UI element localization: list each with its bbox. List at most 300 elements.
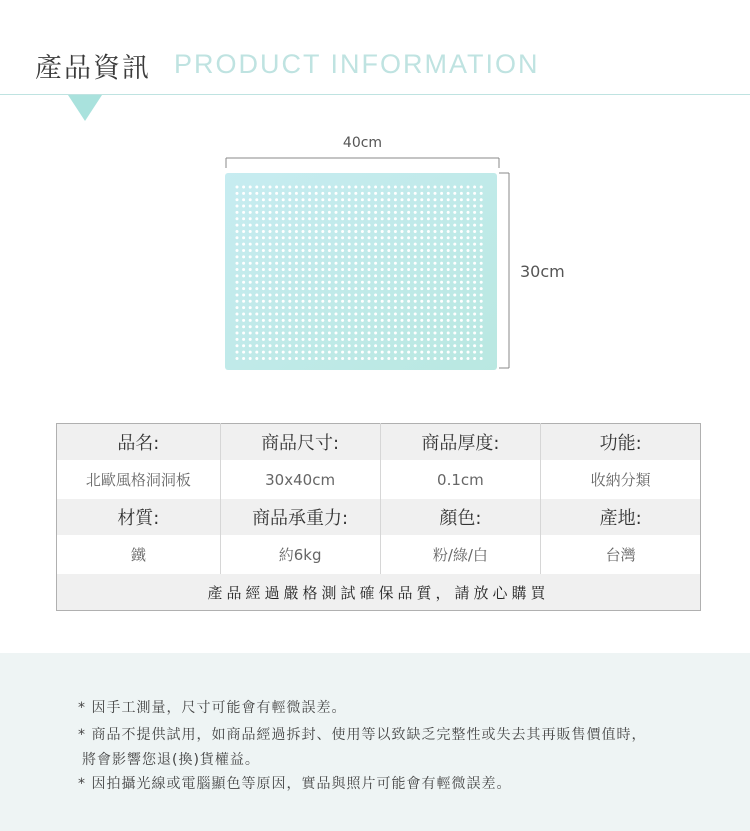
peg-hole	[341, 198, 344, 201]
spec-value-load: 約6kg	[220, 535, 380, 574]
peg-hole	[447, 268, 450, 271]
peg-hole	[341, 344, 344, 347]
peg-hole	[321, 287, 324, 290]
peg-hole	[447, 224, 450, 227]
peg-hole	[394, 249, 397, 252]
peg-hole	[394, 192, 397, 195]
peg-hole	[368, 313, 371, 316]
peg-hole	[374, 325, 377, 328]
peg-hole	[453, 243, 456, 246]
peg-hole	[427, 192, 430, 195]
peg-hole	[255, 344, 258, 347]
peg-hole	[434, 243, 437, 246]
peg-hole	[275, 249, 278, 252]
peg-hole	[236, 249, 239, 252]
peg-hole	[374, 230, 377, 233]
peg-hole	[460, 313, 463, 316]
peg-hole	[453, 281, 456, 284]
peg-hole	[348, 357, 351, 360]
peg-hole	[447, 287, 450, 290]
peg-hole	[381, 255, 384, 258]
peg-hole	[335, 319, 338, 322]
peg-hole	[335, 268, 338, 271]
peg-hole	[321, 268, 324, 271]
peg-hole	[335, 281, 338, 284]
width-dimension-label: 40cm	[342, 135, 383, 151]
peg-hole	[414, 306, 417, 309]
peg-hole	[420, 338, 423, 341]
peg-hole	[341, 255, 344, 258]
peg-hole	[374, 186, 377, 189]
peg-hole	[440, 255, 443, 258]
peg-hole	[341, 325, 344, 328]
peg-hole	[427, 268, 430, 271]
peg-hole	[414, 313, 417, 316]
peg-hole	[420, 205, 423, 208]
peg-hole	[295, 306, 298, 309]
peg-hole	[394, 211, 397, 214]
peg-hole	[335, 186, 338, 189]
peg-hole	[335, 236, 338, 239]
peg-hole	[288, 255, 291, 258]
peg-hole	[308, 281, 311, 284]
peg-hole	[394, 205, 397, 208]
peg-hole	[321, 351, 324, 354]
peg-hole	[401, 192, 404, 195]
peg-hole	[447, 313, 450, 316]
peg-hole	[308, 313, 311, 316]
peg-hole	[302, 351, 305, 354]
peg-hole	[341, 205, 344, 208]
peg-hole	[255, 211, 258, 214]
peg-hole	[374, 306, 377, 309]
peg-hole	[236, 211, 239, 214]
peg-hole	[275, 243, 278, 246]
peg-hole	[361, 313, 364, 316]
peg-hole	[321, 249, 324, 252]
peg-hole	[420, 243, 423, 246]
peg-hole	[335, 249, 338, 252]
peg-hole	[460, 300, 463, 303]
peg-hole	[407, 192, 410, 195]
peg-hole	[361, 205, 364, 208]
spec-value-thickness: 0.1cm	[380, 460, 541, 499]
peg-hole	[467, 344, 470, 347]
peg-hole	[242, 192, 245, 195]
spec-label-origin: 產地:	[541, 499, 701, 535]
peg-hole	[335, 300, 338, 303]
peg-hole	[275, 293, 278, 296]
peg-hole	[315, 293, 318, 296]
peg-hole	[269, 249, 272, 252]
peg-hole	[354, 268, 357, 271]
peg-hole	[427, 344, 430, 347]
peg-hole	[341, 236, 344, 239]
peg-hole	[308, 287, 311, 290]
peg-hole	[381, 274, 384, 277]
peg-hole	[295, 319, 298, 322]
peg-hole	[447, 306, 450, 309]
peg-hole	[401, 306, 404, 309]
peg-hole	[308, 192, 311, 195]
peg-hole	[387, 255, 390, 258]
peg-hole	[394, 186, 397, 189]
peg-hole	[308, 224, 311, 227]
peg-hole	[480, 217, 483, 220]
peg-hole	[335, 230, 338, 233]
peg-hole	[473, 325, 476, 328]
peg-hole	[262, 217, 265, 220]
peg-hole	[275, 274, 278, 277]
peg-hole	[440, 186, 443, 189]
peg-hole	[440, 332, 443, 335]
peg-hole	[328, 262, 331, 265]
peg-hole	[302, 281, 305, 284]
peg-hole	[295, 274, 298, 277]
peg-hole	[354, 325, 357, 328]
peg-hole	[447, 325, 450, 328]
peg-hole	[315, 325, 318, 328]
peg-hole	[480, 255, 483, 258]
peg-hole	[328, 319, 331, 322]
peg-hole	[242, 274, 245, 277]
peg-hole	[473, 313, 476, 316]
peg-hole	[335, 224, 338, 227]
peg-hole	[348, 205, 351, 208]
peg-hole	[414, 243, 417, 246]
peg-hole	[255, 300, 258, 303]
peg-hole	[374, 243, 377, 246]
peg-hole	[414, 351, 417, 354]
peg-hole	[288, 313, 291, 316]
peg-hole	[288, 186, 291, 189]
peg-hole	[434, 262, 437, 265]
peg-hole	[453, 217, 456, 220]
peg-hole	[341, 243, 344, 246]
peg-hole	[407, 344, 410, 347]
peg-hole	[387, 319, 390, 322]
peg-hole	[447, 357, 450, 360]
peg-hole	[249, 332, 252, 335]
peg-hole	[249, 274, 252, 277]
peg-hole	[473, 224, 476, 227]
peg-hole	[282, 198, 285, 201]
peg-hole	[242, 224, 245, 227]
peg-hole	[473, 293, 476, 296]
peg-hole	[255, 186, 258, 189]
peg-hole	[434, 293, 437, 296]
peg-hole	[361, 338, 364, 341]
peg-hole	[387, 192, 390, 195]
peg-hole	[414, 287, 417, 290]
peg-hole	[315, 306, 318, 309]
peg-hole	[473, 338, 476, 341]
peg-hole	[321, 236, 324, 239]
peg-hole	[242, 300, 245, 303]
peg-hole	[460, 243, 463, 246]
peg-hole	[262, 287, 265, 290]
peg-hole	[414, 319, 417, 322]
peg-hole	[242, 211, 245, 214]
peg-hole	[447, 205, 450, 208]
peg-hole	[328, 332, 331, 335]
peg-hole	[341, 211, 344, 214]
peg-hole	[354, 351, 357, 354]
peg-hole	[420, 319, 423, 322]
peg-hole	[308, 306, 311, 309]
peg-hole	[262, 268, 265, 271]
peg-hole	[354, 287, 357, 290]
peg-hole	[269, 268, 272, 271]
peg-hole	[374, 274, 377, 277]
peg-hole	[255, 205, 258, 208]
peg-hole	[288, 211, 291, 214]
peg-hole	[341, 338, 344, 341]
peg-hole	[480, 287, 483, 290]
peg-hole	[282, 319, 285, 322]
peg-hole	[302, 224, 305, 227]
peg-hole	[236, 313, 239, 316]
peg-hole	[453, 249, 456, 252]
peg-hole	[374, 357, 377, 360]
peg-hole	[275, 332, 278, 335]
peg-hole	[354, 211, 357, 214]
peg-hole	[401, 325, 404, 328]
peg-hole	[361, 198, 364, 201]
peg-hole	[467, 243, 470, 246]
peg-hole	[328, 274, 331, 277]
peg-hole	[262, 186, 265, 189]
peg-hole	[321, 357, 324, 360]
peg-hole	[394, 198, 397, 201]
peg-hole	[236, 319, 239, 322]
peg-hole	[242, 287, 245, 290]
peg-hole	[282, 338, 285, 341]
peg-hole	[302, 262, 305, 265]
peg-hole	[302, 274, 305, 277]
peg-hole	[335, 211, 338, 214]
peg-hole	[447, 274, 450, 277]
peg-hole	[394, 306, 397, 309]
peg-hole	[460, 357, 463, 360]
peg-hole	[434, 319, 437, 322]
peg-hole	[473, 319, 476, 322]
peg-hole	[387, 274, 390, 277]
peg-hole	[321, 192, 324, 195]
peg-hole	[440, 224, 443, 227]
peg-hole	[249, 325, 252, 328]
peg-hole	[368, 344, 371, 347]
peg-hole	[295, 186, 298, 189]
peg-hole	[427, 224, 430, 227]
peg-hole	[407, 306, 410, 309]
peg-hole	[295, 344, 298, 347]
peg-hole	[288, 306, 291, 309]
peg-hole	[361, 281, 364, 284]
peg-hole	[308, 236, 311, 239]
peg-hole	[381, 306, 384, 309]
peg-hole	[401, 186, 404, 189]
peg-hole	[269, 243, 272, 246]
peg-hole	[460, 268, 463, 271]
peg-hole	[288, 344, 291, 347]
peg-hole	[467, 332, 470, 335]
peg-hole	[427, 325, 430, 328]
peg-hole	[394, 319, 397, 322]
peg-hole	[295, 230, 298, 233]
peg-hole	[335, 198, 338, 201]
peg-hole	[308, 338, 311, 341]
peg-hole	[321, 230, 324, 233]
peg-hole	[361, 192, 364, 195]
peg-hole	[315, 198, 318, 201]
peg-hole	[348, 230, 351, 233]
peg-hole	[394, 224, 397, 227]
peg-hole	[262, 319, 265, 322]
peg-hole	[328, 224, 331, 227]
peg-hole	[407, 357, 410, 360]
peg-hole	[269, 351, 272, 354]
peg-hole	[434, 217, 437, 220]
peg-hole	[236, 198, 239, 201]
peg-hole	[434, 338, 437, 341]
peg-hole	[236, 351, 239, 354]
peg-hole	[354, 249, 357, 252]
peg-hole	[368, 357, 371, 360]
peg-hole	[460, 293, 463, 296]
spec-value-origin: 台灣	[541, 535, 701, 574]
peg-hole	[407, 230, 410, 233]
peg-hole	[295, 243, 298, 246]
peg-hole	[335, 274, 338, 277]
peg-hole	[440, 211, 443, 214]
peg-hole	[387, 306, 390, 309]
peg-hole	[308, 268, 311, 271]
peg-hole	[401, 217, 404, 220]
peg-hole	[414, 344, 417, 347]
peg-hole	[308, 255, 311, 258]
peg-hole	[387, 211, 390, 214]
peg-hole	[407, 217, 410, 220]
peg-hole	[335, 255, 338, 258]
peg-hole	[249, 306, 252, 309]
peg-hole	[368, 287, 371, 290]
peg-hole	[387, 224, 390, 227]
section-title-en: PRODUCT INFORMATION	[174, 49, 540, 79]
peg-hole	[269, 255, 272, 258]
peg-hole	[354, 313, 357, 316]
peg-hole	[440, 338, 443, 341]
peg-hole	[295, 224, 298, 227]
peg-hole	[361, 319, 364, 322]
peg-hole	[288, 300, 291, 303]
peg-hole	[401, 230, 404, 233]
peg-hole	[427, 332, 430, 335]
peg-hole	[381, 230, 384, 233]
peg-hole	[315, 186, 318, 189]
peg-hole	[242, 236, 245, 239]
peg-hole	[374, 300, 377, 303]
peg-hole	[480, 319, 483, 322]
peg-hole	[302, 313, 305, 316]
peg-hole	[407, 205, 410, 208]
peg-hole	[288, 351, 291, 354]
peg-hole	[374, 236, 377, 239]
peg-hole	[236, 217, 239, 220]
peg-hole	[335, 287, 338, 290]
peg-hole	[394, 262, 397, 265]
note-color-difference: * 因拍攝光線或電腦顯色等原因，實品與照片可能會有輕微誤差。	[78, 776, 512, 792]
peg-hole	[275, 300, 278, 303]
peg-hole	[321, 332, 324, 335]
spec-table	[56, 423, 701, 611]
peg-hole	[335, 338, 338, 341]
peg-hole	[275, 198, 278, 201]
peg-hole	[321, 255, 324, 258]
peg-hole	[473, 205, 476, 208]
spec-value-name: 北歐風格洞洞板	[57, 460, 221, 499]
peg-hole	[414, 205, 417, 208]
peg-hole	[427, 319, 430, 322]
peg-hole	[420, 255, 423, 258]
peg-hole	[288, 268, 291, 271]
peg-hole	[368, 255, 371, 258]
peg-hole	[348, 243, 351, 246]
peg-hole	[295, 192, 298, 195]
peg-hole	[420, 300, 423, 303]
peg-hole	[255, 287, 258, 290]
spec-value-row	[57, 535, 701, 574]
peg-hole	[394, 274, 397, 277]
peg-hole	[361, 186, 364, 189]
peg-hole	[269, 357, 272, 360]
spec-value-row	[57, 460, 701, 499]
peg-hole	[321, 211, 324, 214]
peg-hole	[295, 217, 298, 220]
peg-hole	[335, 262, 338, 265]
peg-hole	[335, 205, 338, 208]
peg-hole	[460, 262, 463, 265]
peg-hole	[255, 262, 258, 265]
peg-hole	[414, 198, 417, 201]
peg-hole	[354, 186, 357, 189]
peg-hole	[321, 274, 324, 277]
peg-hole	[460, 249, 463, 252]
peg-hole	[460, 236, 463, 239]
peg-hole	[440, 198, 443, 201]
peg-hole	[420, 351, 423, 354]
peg-hole	[440, 344, 443, 347]
note-return-policy: * 商品不提供試用，如商品經過拆封、使用等以致缺乏完整性或失去其再販售價值時，	[78, 727, 647, 743]
peg-hole	[374, 268, 377, 271]
peg-hole	[236, 325, 239, 328]
peg-hole	[414, 268, 417, 271]
peg-hole	[453, 262, 456, 265]
peg-hole	[242, 313, 245, 316]
peg-hole	[308, 300, 311, 303]
peg-hole	[387, 217, 390, 220]
peg-hole	[368, 224, 371, 227]
peg-hole	[467, 306, 470, 309]
peg-hole	[420, 357, 423, 360]
peg-hole	[460, 224, 463, 227]
peg-hole	[387, 351, 390, 354]
note-measurement: * 因手工測量，尺寸可能會有輕微誤差。	[78, 700, 347, 716]
peg-hole	[473, 306, 476, 309]
peg-hole	[249, 293, 252, 296]
peg-hole	[302, 192, 305, 195]
peg-hole	[387, 357, 390, 360]
